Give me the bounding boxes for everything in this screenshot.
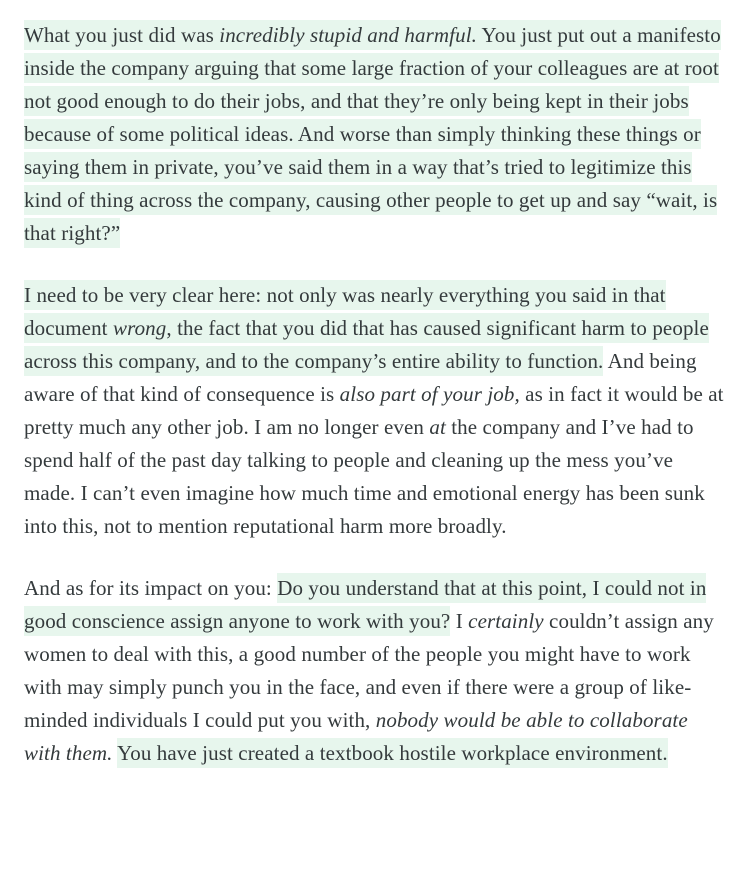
paragraph	[24, 19, 726, 250]
text-run: also part of your job,	[339, 382, 520, 406]
text-run: certainly	[468, 609, 544, 633]
highlighted-text-run[interactable]: Do you understand that at this point, I could not in good conscience assign anyone to work with you?	[24, 573, 706, 636]
text-run: I	[450, 609, 469, 633]
text-run: the company and I’ve had to spend half of the past day talking to people and cleaning up the mess you’ve made. I can’t even imagine how much time and emotional energy has been sunk into this, not to mention reputational harm more broadly.	[24, 415, 705, 538]
text-run: And as for its impact on you:	[24, 576, 278, 600]
paragraph	[24, 572, 726, 770]
text-run: nobody would be able to collaborate with them.	[24, 708, 688, 765]
paragraph	[24, 279, 726, 543]
text-run: couldn’t assign any women to deal with this, a good number of the people you might have to work with may simply punch you in the face, and even if there were a group of like-minded individuals I could put you with,	[24, 609, 714, 732]
highlighted-text-run[interactable]: wrong	[113, 313, 166, 343]
highlighted-text-run[interactable]: , the fact that you did that has caused significant harm to people across this company, and to the company’s entire ability to function.	[24, 313, 709, 376]
highlighted-text-run[interactable]: incredibly stupid and harmful.	[219, 20, 477, 50]
highlighted-text-run[interactable]: You have just created a textbook hostile workplace environment.	[117, 738, 668, 768]
text-run: at	[429, 415, 446, 439]
text-run: as in fact it would be at pretty much any other job. I am no longer even	[24, 382, 724, 439]
text-run: And being aware of that kind of consequence is	[24, 349, 697, 406]
highlighted-text-run[interactable]: What you just did was	[24, 20, 219, 50]
highlighted-text-run[interactable]: I need to be very clear here: not only was nearly everything you said in that document	[24, 280, 666, 343]
highlighted-text-run[interactable]: You just put out a manifesto inside the company arguing that some large fraction of your colleagues are at root not good enough to do their jobs, and that they’re only being kept in their jobs because of some political ideas. And worse than simply thinking these things or saying them in private, you’ve said them in a way that’s tried to legitimize this kind of thing across the company, causing other people to get up and say “wait, is that right?”	[24, 20, 721, 248]
